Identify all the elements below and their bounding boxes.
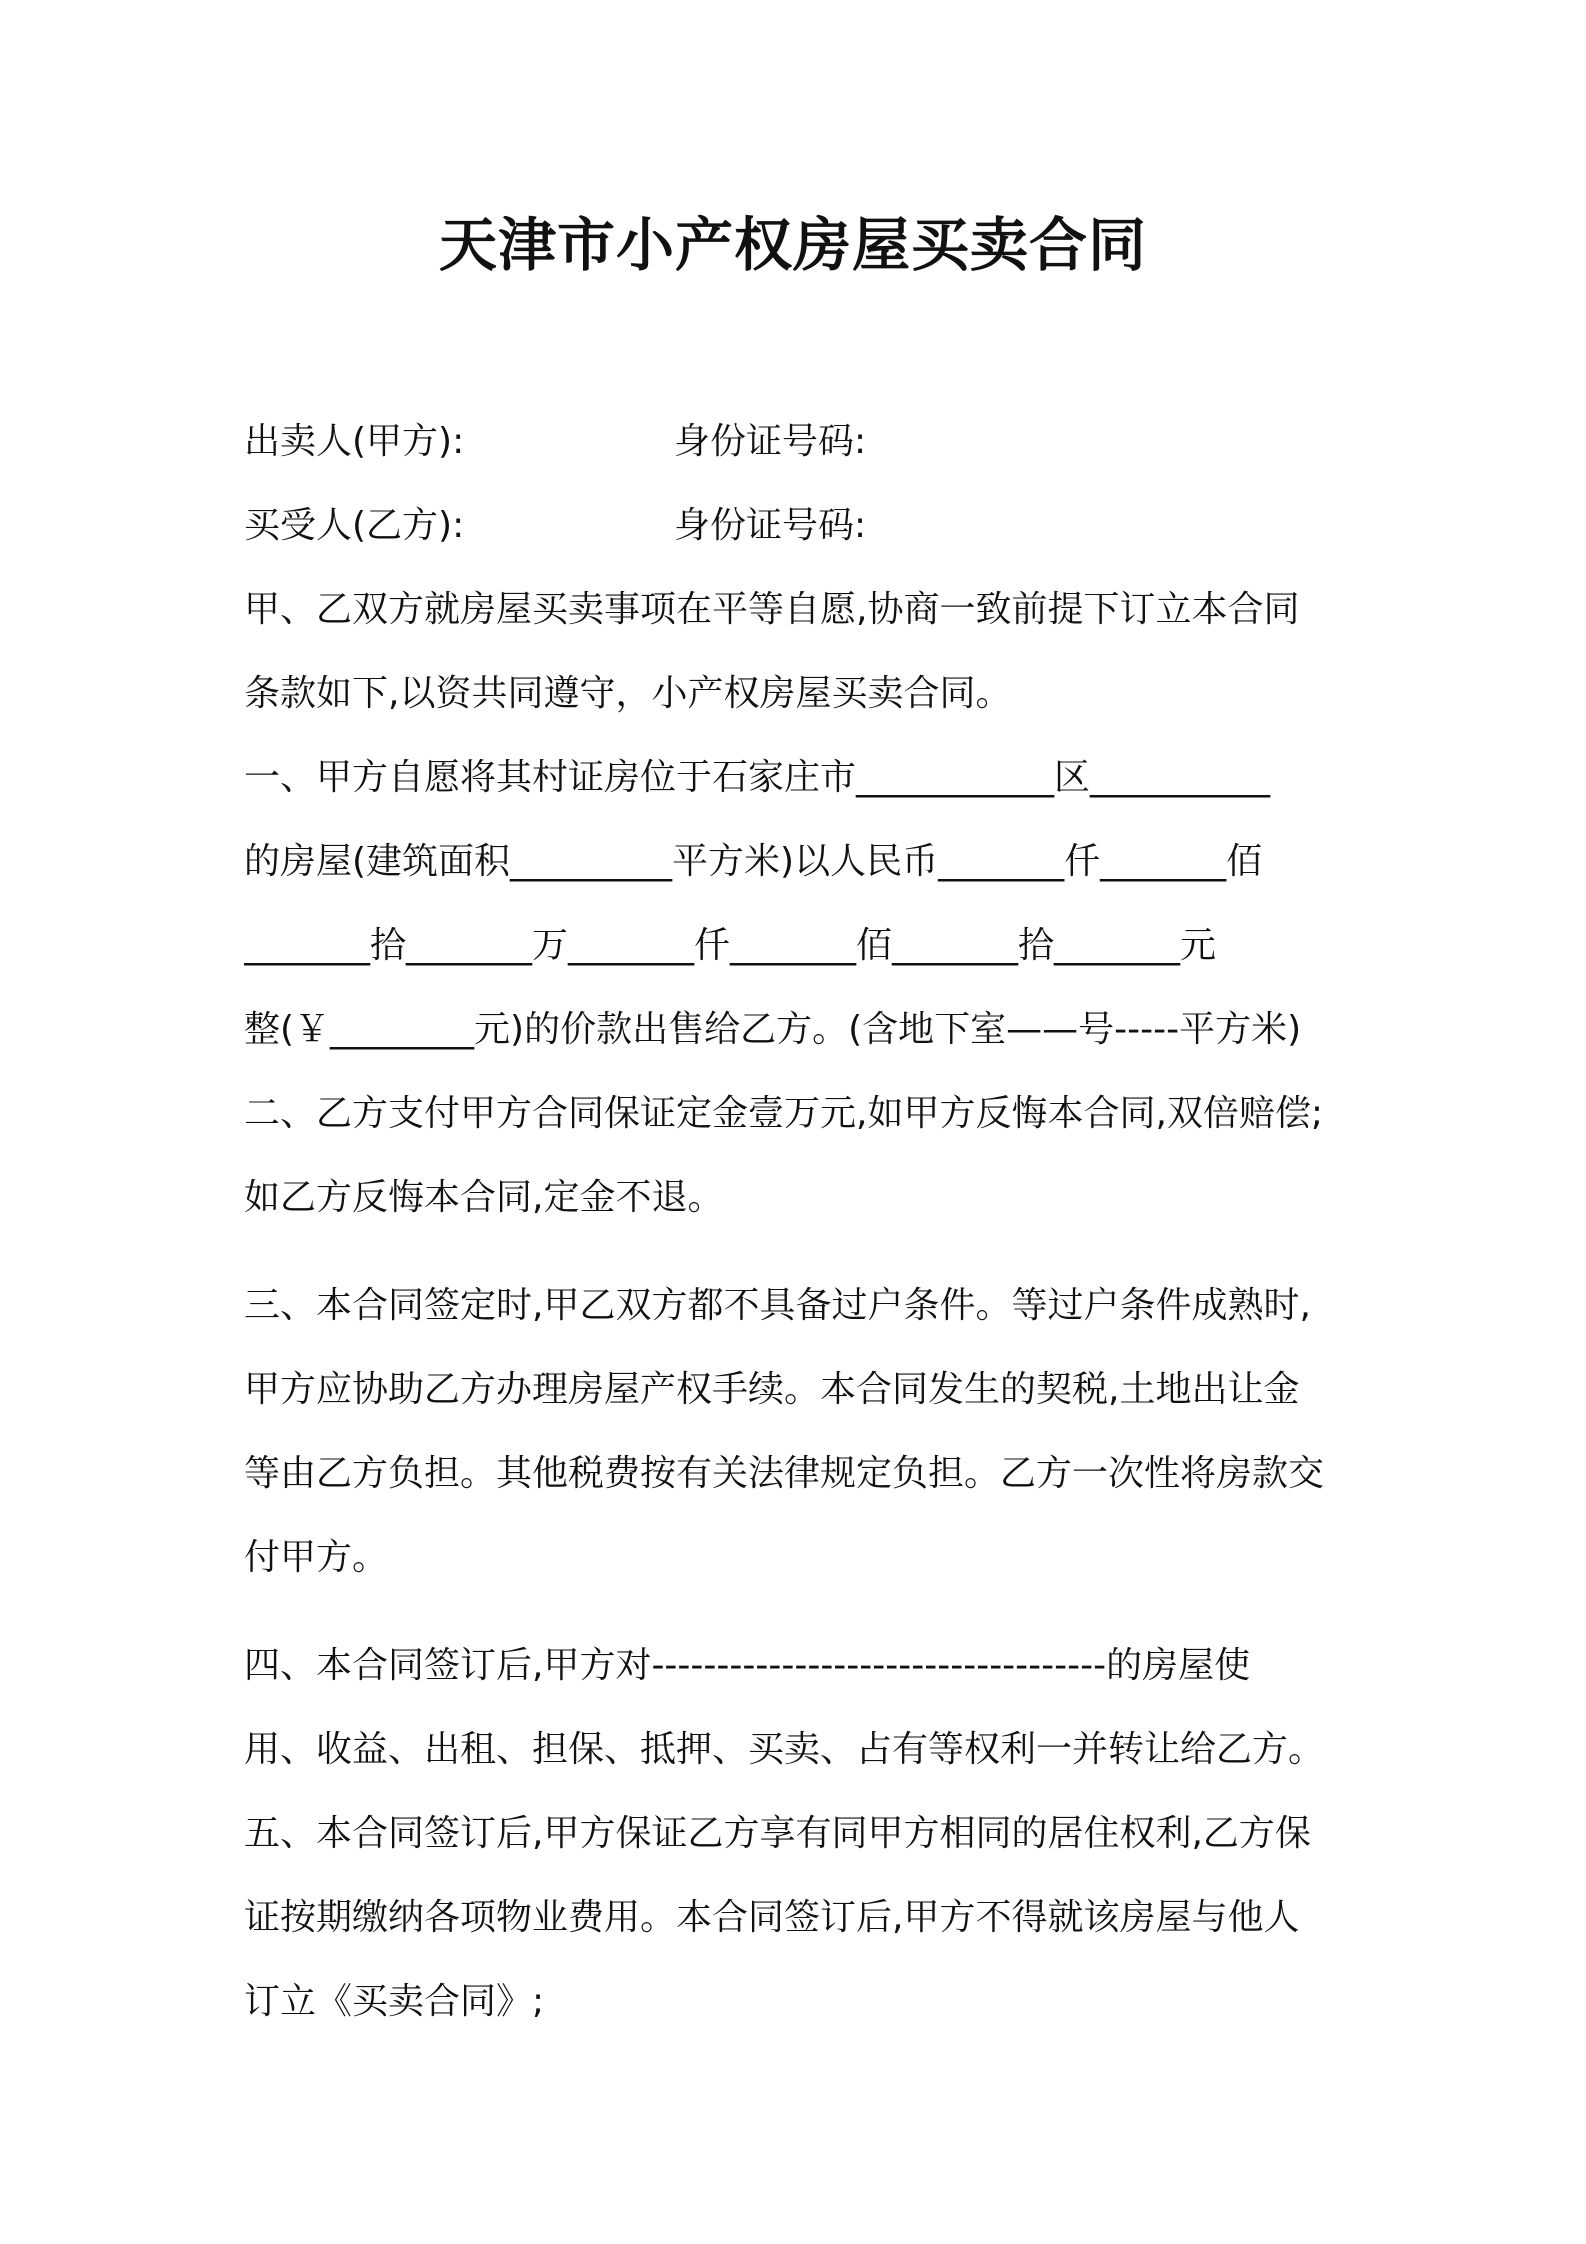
clause-5-line-3: 订立《买卖合同》; — [244, 1981, 545, 2022]
document-title: 天津市小产权房屋买卖合同 — [438, 211, 1147, 279]
seller-line — [244, 400, 1359, 484]
buyer-line — [244, 484, 1359, 568]
clause-2-line-1: 二、乙方支付甲方合同保证定金壹万元,如甲方反悔本合同,双倍赔偿; — [244, 1093, 1324, 1134]
clause-1-line-2: 的房屋(建筑面积_________平方米)以人民币_______仟_______佰 — [244, 841, 1263, 882]
clause-3-line-2: 甲方应协助乙方办理房屋产权手续。本合同发生的契税,土地出让金 — [244, 1369, 1300, 1410]
clause-1-line-4: 整(￥________元)的价款出售给乙方。(含地下室——号-----平方米) — [244, 1009, 1302, 1050]
clause-4-line-1: 四、本合同签订后,甲方对-----------------------------------的房屋使 — [244, 1645, 1251, 1686]
seller-id-label: 身份证号码: — [674, 421, 867, 462]
contract-body — [244, 400, 1359, 2044]
buyer-id-label: 身份证号码: — [674, 505, 867, 546]
clause-2-line-2: 如乙方反悔本合同,定金不退。 — [244, 1177, 724, 1218]
clause-3-line-3: 等由乙方负担。其他税费按有关法律规定负担。乙方一次性将房款交 — [244, 1453, 1325, 1494]
clause-5-line-2: 证按期缴纳各项物业费用。本合同签订后,甲方不得就该房屋与他人 — [244, 1897, 1300, 1938]
clause-3-line-1: 三、本合同签定时,甲乙双方都不具备过户条件。等过户条件成熟时, — [244, 1285, 1311, 1326]
preamble-line-1: 甲、乙双方就房屋买卖事项在平等自愿,协商一致前提下订立本合同 — [244, 589, 1300, 630]
preamble-line-2: 条款如下,以资共同遵守，小产权房屋买卖合同。 — [244, 673, 1012, 714]
clause-1-line-1: 一、甲方自愿将其村证房位于石家庄市___________区__________ — [244, 757, 1271, 798]
clause-4-line-2: 用、收益、出租、担保、抵押、买卖、占有等权利一并转让给乙方。 — [244, 1729, 1325, 1770]
clause-5-line-1: 五、本合同签订后,甲方保证乙方享有同甲方相同的居住权利,乙方保 — [244, 1813, 1311, 1854]
buyer-label: 买受人(乙方): — [244, 505, 465, 546]
seller-label: 出卖人(甲方): — [244, 421, 465, 462]
clause-1-line-3: _______拾_______万_______仟_______佰_______拾_______元 — [244, 925, 1216, 966]
clause-3-line-4: 付甲方。 — [244, 1537, 389, 1578]
